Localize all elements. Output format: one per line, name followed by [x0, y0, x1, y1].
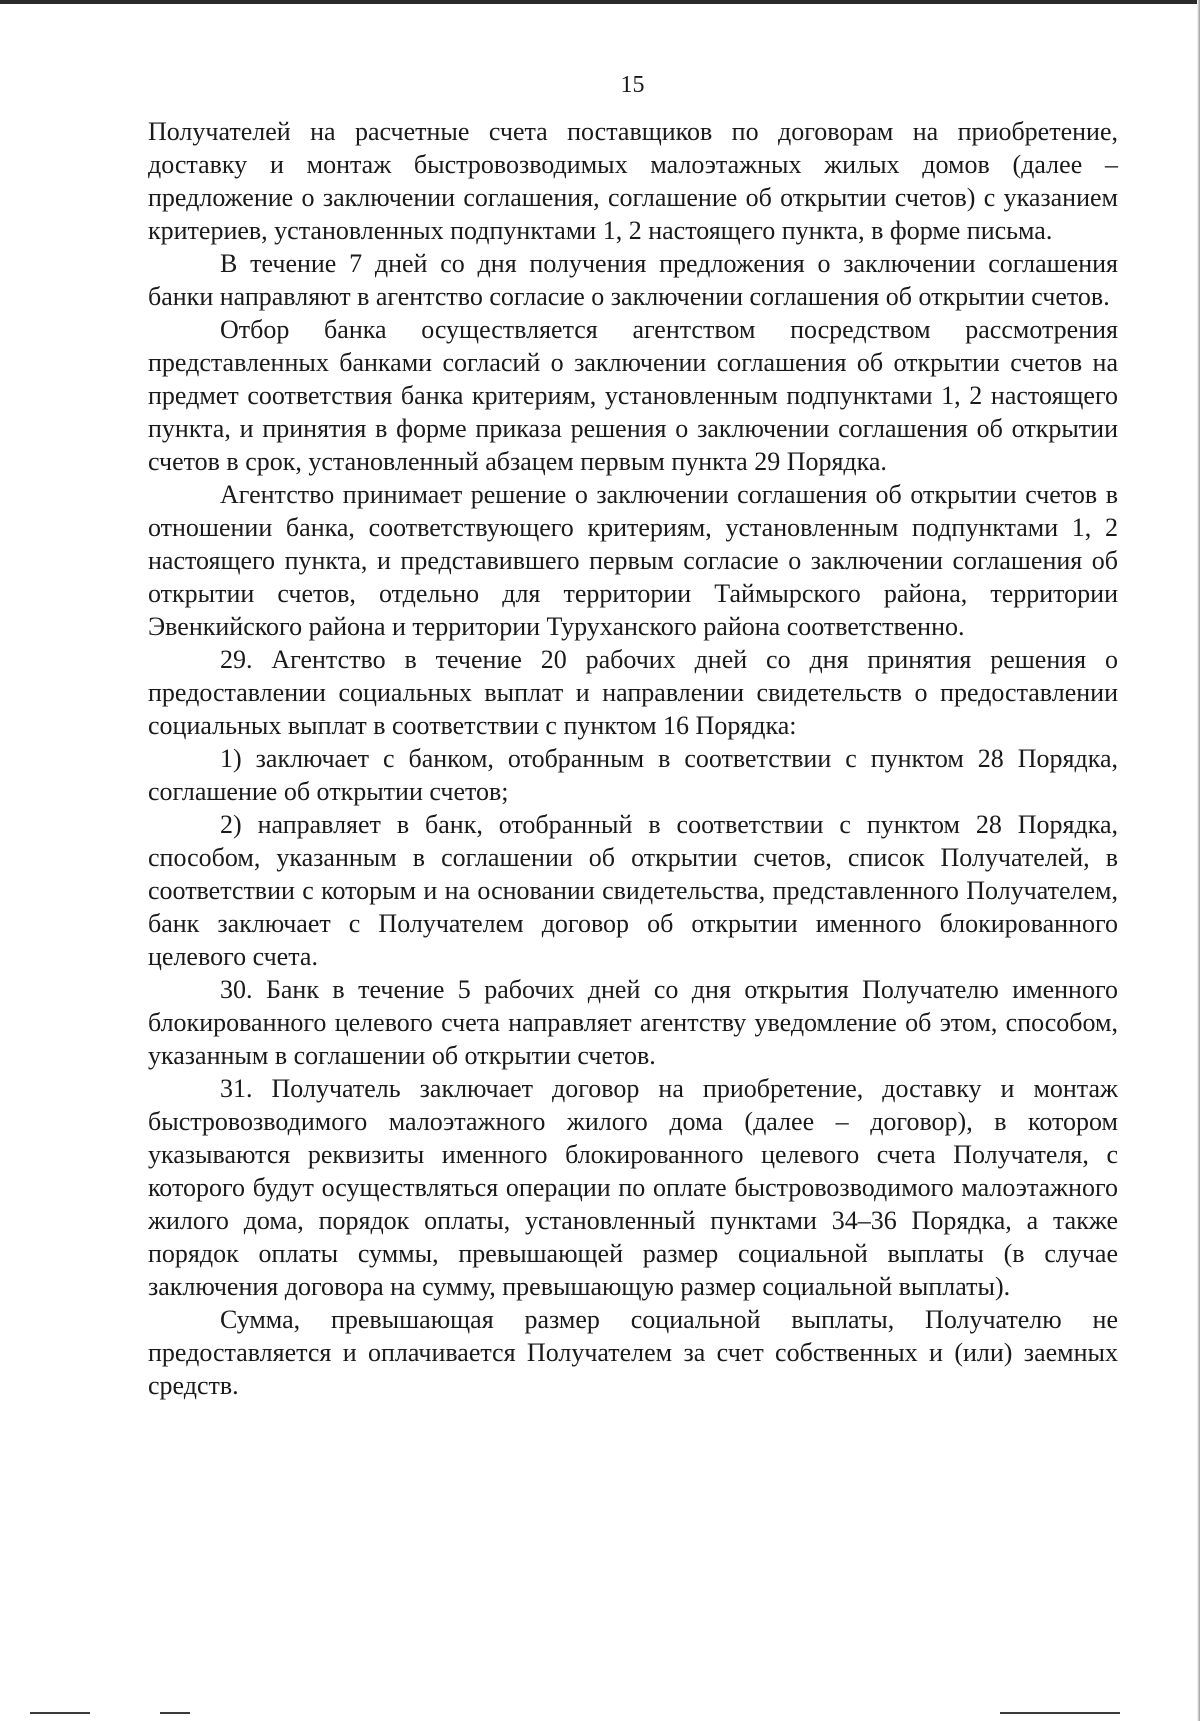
paragraph-item-30: 30. Банк в течение 5 рабочих дней со дня открытия Получателю именного блокированного целевого счета направляет агентству уведомление об этом, способом, указанным в соглашении об открытии счетов. — [148, 975, 1118, 1070]
document-body — [148, 115, 1118, 1402]
paragraph: Отбор банка осуществляется агентством посредством рассмотрения представленных банками согласий о заключении соглашения об открытии счетов на предмет соответствия банка критериям, установленным подпунктами 1, 2 настоящего пункта, и принятия в форме приказа решения о заключении соглашения об открытии счетов в срок, установленный абзацем первым пункта 29 Порядка. — [148, 315, 1118, 476]
scan-top-border — [0, 0, 1200, 4]
scan-artifact — [160, 1712, 190, 1714]
page-number: 15 — [620, 72, 645, 98]
paragraph: Агентство принимает решение о заключении соглашения об открытии счетов в отношении банка, соответствующего критериям, установленным подпунктами 1, 2 настоящего пункта, и представившего первым согласие о заключении соглашения об открытии счетов, отдельно для территории Таймырского района, территории Эвенкийского района и территории Туруханского района соответственно. — [148, 480, 1118, 641]
paragraph: В течение 7 дней со дня получения предложения о заключении соглашения банки направляют в агентство согласие о заключении соглашения об открытии счетов. — [148, 249, 1118, 311]
list-item: 1) заключает с банком, отобранным в соответствии с пунктом 28 Порядка, соглашение об открытии счетов; — [148, 744, 1118, 806]
scan-artifact — [30, 1712, 90, 1714]
paragraph-item-31: 31. Получатель заключает договор на приобретение, доставку и монтаж быстровозводимого малоэтажного жилого дома (далее – договор), в котором указываются реквизиты именного блокированного целевого счета Получателя, с которого будут осуществляться операции по оплате быстровозводимого малоэтажного жилого дома, порядок оплаты, установленный пунктами 34–36 Порядка, а также порядок оплаты суммы, превышающей размер социальной выплаты (в случае заключения договора на сумму, превышающую размер социальной выплаты). — [148, 1074, 1118, 1301]
list-item: 2) направляет в банк, отобранный в соответствии с пунктом 28 Порядка, способом, указанным в соглашении об открытии счетов, список Получателей, в соответствии с которым и на основании свидетельства, представленного Получателем, банк заключает с Получателем договор об открытии именного блокированного целевого счета. — [148, 810, 1118, 971]
paragraph-item-29: 29. Агентство в течение 20 рабочих дней со дня принятия решения о предоставлении социальных выплат и направлении свидетельств о предоставлении социальных выплат в соответствии с пунктом 16 Порядка: — [148, 645, 1118, 740]
scan-artifact — [1000, 1712, 1120, 1714]
paragraph: Сумма, превышающая размер социальной выплаты, Получателю не предоставляется и оплачивается Получателем за счет собственных и (или) заемных средств. — [148, 1305, 1118, 1400]
paragraph: Получателей на расчетные счета поставщиков по договорам на приобретение, доставку и монтаж быстровозводимых малоэтажных жилых домов (далее – предложение о заключении соглашения, соглашение об открытии счетов) с указанием критериев, установленных подпунктами 1, 2 настоящего пункта, в форме письма. — [148, 117, 1118, 245]
